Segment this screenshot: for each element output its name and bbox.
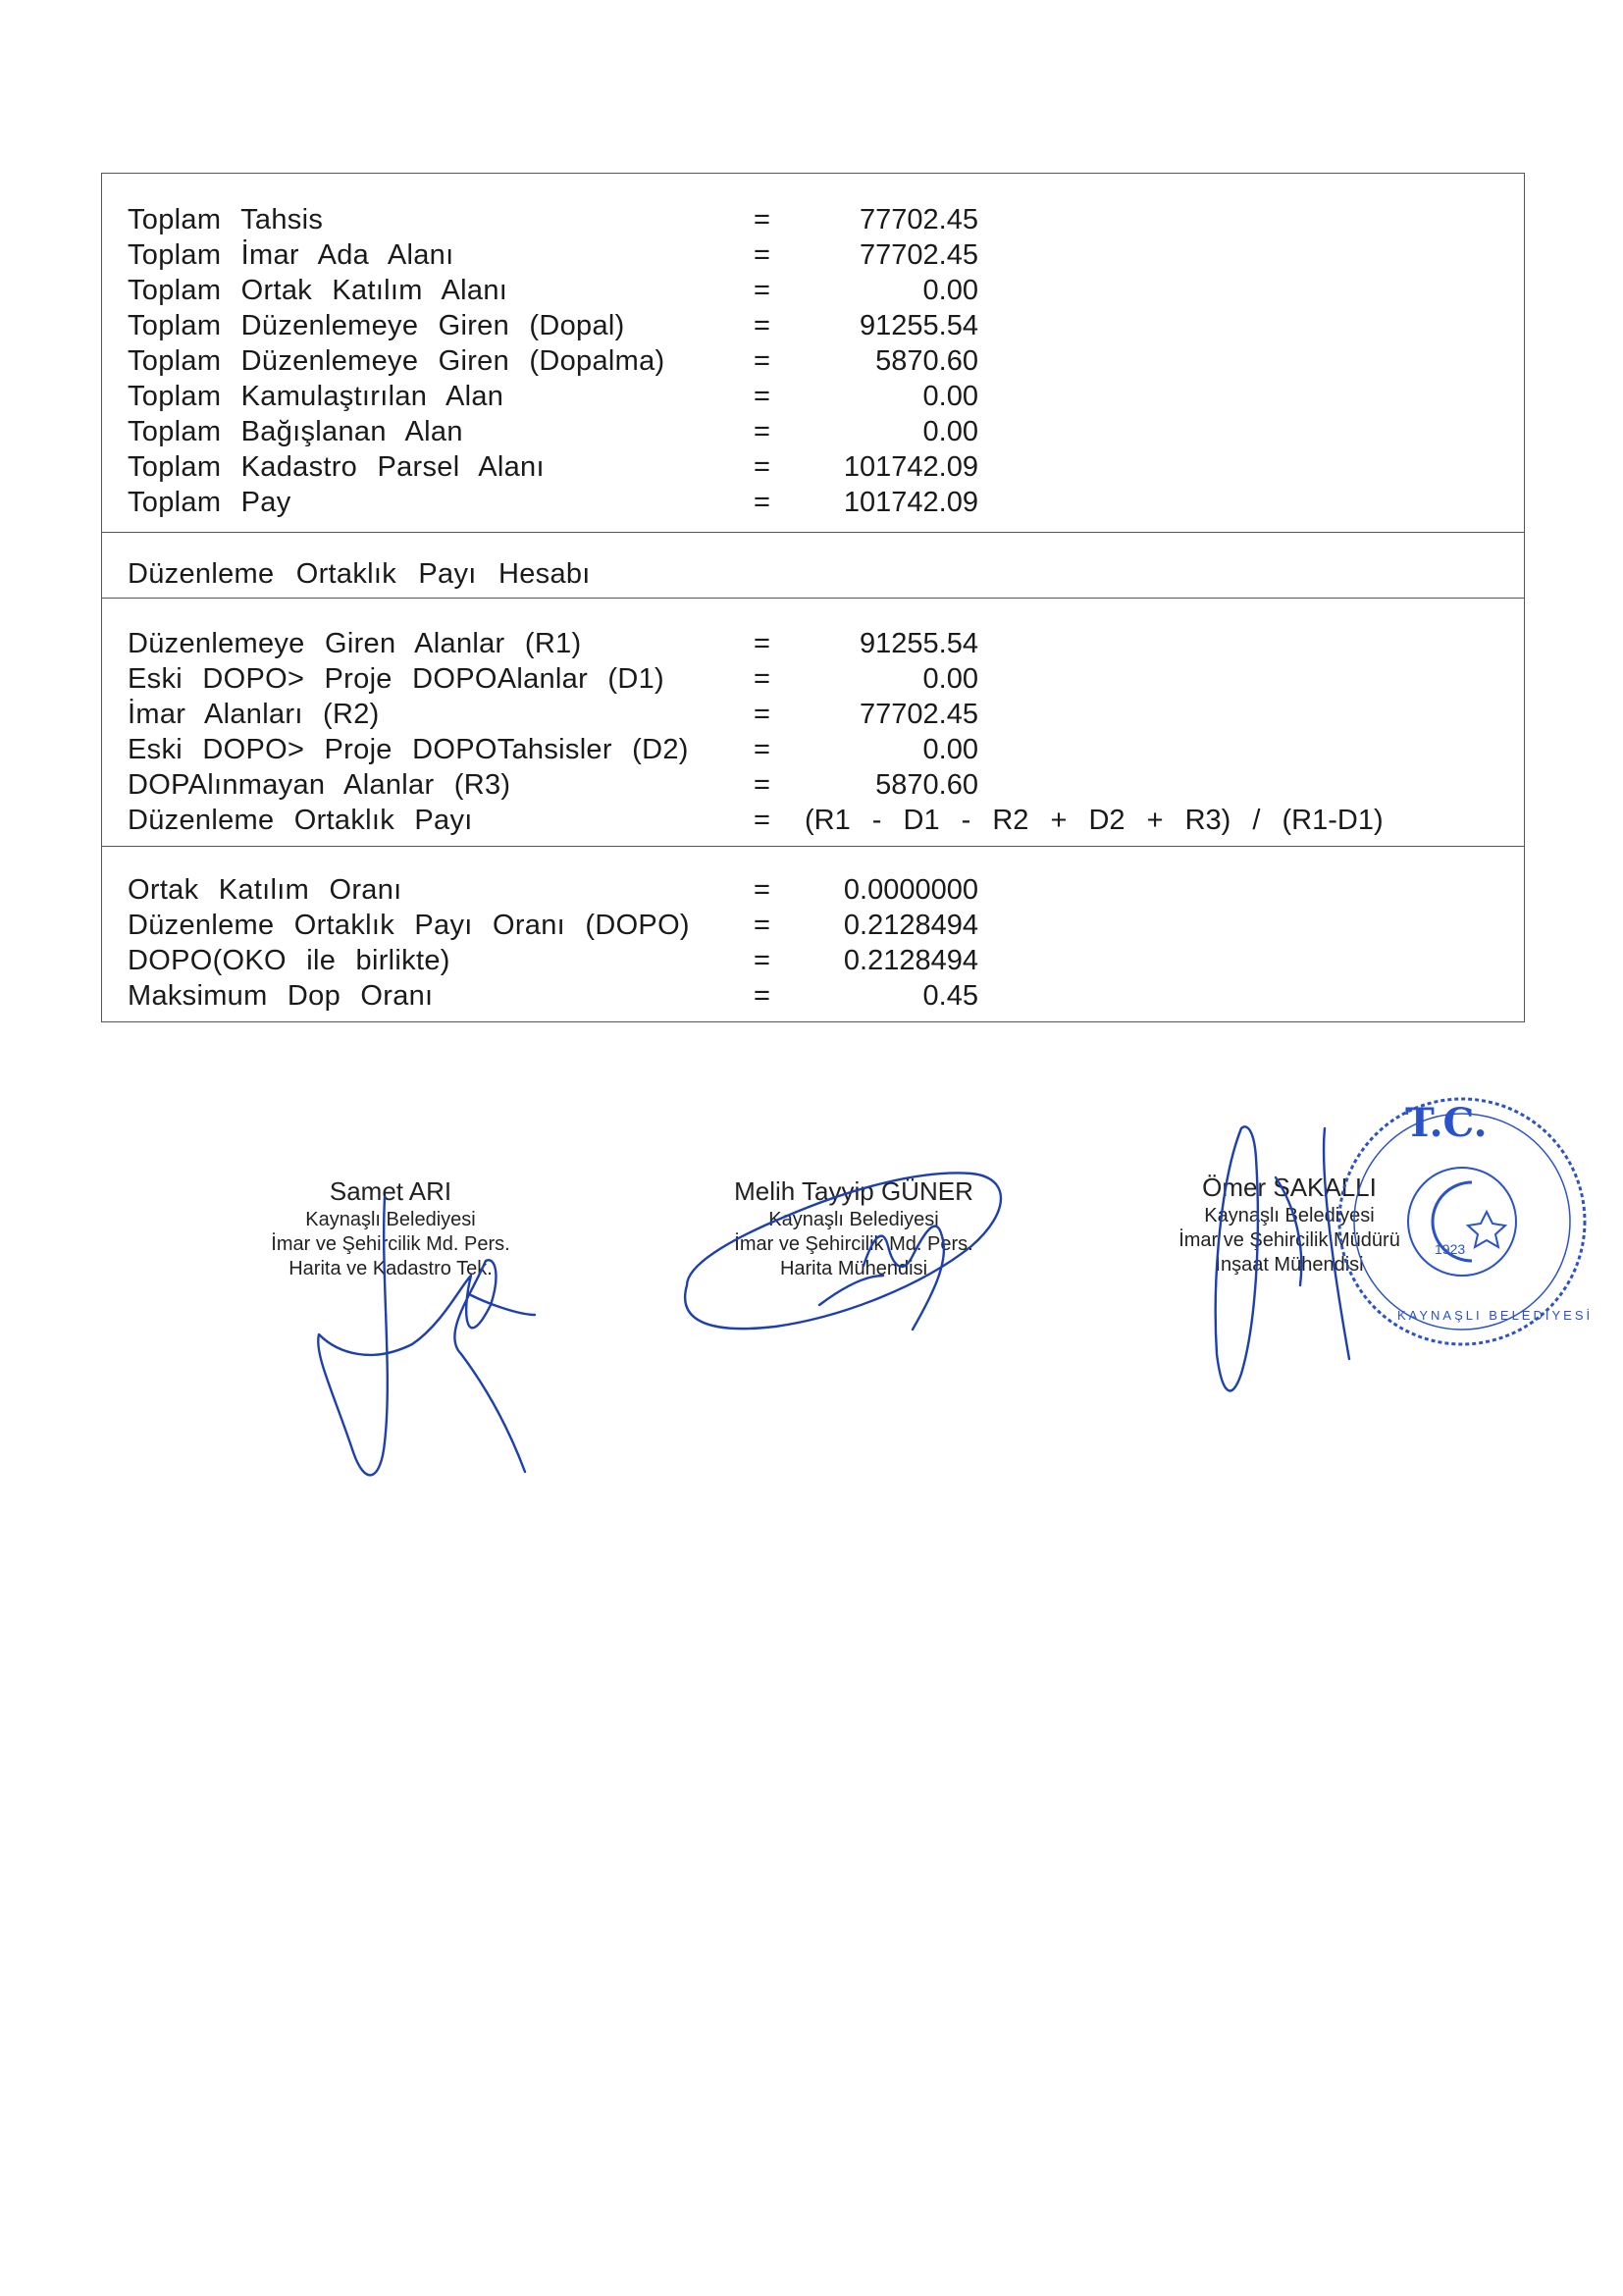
signatory-title: İnşaat Mühendisi: [1215, 1254, 1364, 1276]
signatory-name: Samet ARI: [329, 1176, 452, 1206]
row-label: DOPAlınmayan Alanlar (R3): [128, 769, 511, 801]
equals-sign: =: [754, 451, 770, 483]
signatory-title: Harita ve Kadastro Tek.: [288, 1258, 493, 1279]
row-label: Düzenlemeye Giren Alanlar (R1): [128, 628, 582, 659]
equals-sign: =: [754, 945, 770, 976]
equals-sign: =: [754, 275, 770, 306]
equals-sign: =: [754, 769, 770, 801]
row-value: 101742.09: [843, 451, 978, 483]
signatory-title: Kaynaşlı Belediyesi: [768, 1209, 939, 1230]
equals-sign: =: [754, 204, 770, 235]
seal-year-text: 1923: [1435, 1241, 1466, 1257]
row-value: 0.00: [922, 381, 978, 412]
equals-sign: =: [754, 628, 770, 659]
row-value: 0.0000000: [843, 874, 978, 906]
signatory-title: Harita Mühendisi: [779, 1258, 928, 1279]
signatory-title: Kaynaşlı Belediyesi: [305, 1209, 476, 1230]
signatory-name: Ömer SAKALLI: [1202, 1173, 1377, 1202]
signatory-title: Kaynaşlı Belediyesi: [1204, 1205, 1375, 1226]
equals-sign: =: [754, 699, 770, 730]
equals-sign: =: [754, 381, 770, 412]
signatory-name: Melih Tayyip GÜNER: [734, 1176, 973, 1206]
row-label: Toplam Bağışlanan Alan: [128, 416, 463, 447]
equals-sign: =: [754, 416, 770, 447]
row-label: Toplam Düzenlemeye Giren (Dopalma): [128, 345, 665, 377]
row-value: 5870.60: [875, 345, 978, 377]
equals-sign: =: [754, 239, 770, 271]
row-label: İmar Alanları (R2): [128, 699, 380, 730]
signatory-title: İmar ve Şehircilik Md. Pers.: [271, 1233, 510, 1255]
row-label: Düzenleme Ortaklık Payı Oranı (DOPO): [128, 910, 690, 941]
row-value: 5870.60: [875, 769, 978, 801]
row-label: Toplam Ortak Katılım Alanı: [128, 275, 508, 306]
row-value: 77702.45: [860, 239, 978, 271]
equals-sign: =: [754, 663, 770, 695]
handwritten-signature-1: [318, 1197, 525, 1475]
row-label: DOPO(OKO ile birlikte): [128, 945, 450, 976]
row-label: Eski DOPO> Proje DOPOTahsisler (D2): [128, 734, 689, 765]
seal-emblem-text: T.C.: [1405, 1100, 1488, 1146]
seal-ring-text: KAYNAŞLI BELEDİYESİ: [1397, 1308, 1594, 1323]
row-value: 101742.09: [843, 487, 978, 518]
row-value: 0.00: [922, 275, 978, 306]
equals-sign: =: [754, 874, 770, 906]
row-value: 91255.54: [860, 628, 978, 659]
equals-sign: =: [754, 805, 770, 836]
row-label: Toplam Tahsis: [128, 204, 324, 235]
row-label: Toplam Düzenlemeye Giren (Dopal): [128, 310, 625, 341]
handwritten-signature-2: [685, 1173, 1001, 1329]
row-label: Toplam Kamulaştırılan Alan: [128, 381, 504, 412]
equals-sign: =: [754, 734, 770, 765]
row-value: 0.2128494: [843, 945, 978, 976]
row-label: Eski DOPO> Proje DOPOAlanlar (D1): [128, 663, 665, 695]
row-value: 77702.45: [860, 699, 978, 730]
formula-text: (R1 - D1 - R2 + D2 + R3) / (R1-D1): [805, 805, 1384, 836]
section-title: Düzenleme Ortaklık Payı Hesabı: [128, 558, 591, 590]
signatory-title: İmar ve Şehircilik Müdürü: [1178, 1229, 1400, 1251]
row-value: 0.2128494: [843, 910, 978, 941]
row-value: 0.00: [922, 734, 978, 765]
row-label: Düzenleme Ortaklık Payı: [128, 805, 473, 836]
row-label: Toplam Pay: [128, 487, 291, 518]
equals-sign: =: [754, 487, 770, 518]
equals-sign: =: [754, 310, 770, 341]
row-label: Ortak Katılım Oranı: [128, 874, 402, 906]
equals-sign: =: [754, 910, 770, 941]
row-value: 0.45: [922, 980, 978, 1012]
signatory-title: İmar ve Şehircilik Md. Pers.: [734, 1233, 973, 1255]
row-value: 0.00: [922, 416, 978, 447]
row-value: 0.00: [922, 663, 978, 695]
row-label: Toplam Kadastro Parsel Alanı: [128, 451, 545, 483]
handwritten-signature-3: [1216, 1126, 1258, 1390]
row-value: 77702.45: [860, 204, 978, 235]
equals-sign: =: [754, 980, 770, 1012]
equals-sign: =: [754, 345, 770, 377]
row-label: Maksimum Dop Oranı: [128, 980, 434, 1012]
row-label: Toplam İmar Ada Alanı: [128, 239, 454, 271]
row-value: 91255.54: [860, 310, 978, 341]
